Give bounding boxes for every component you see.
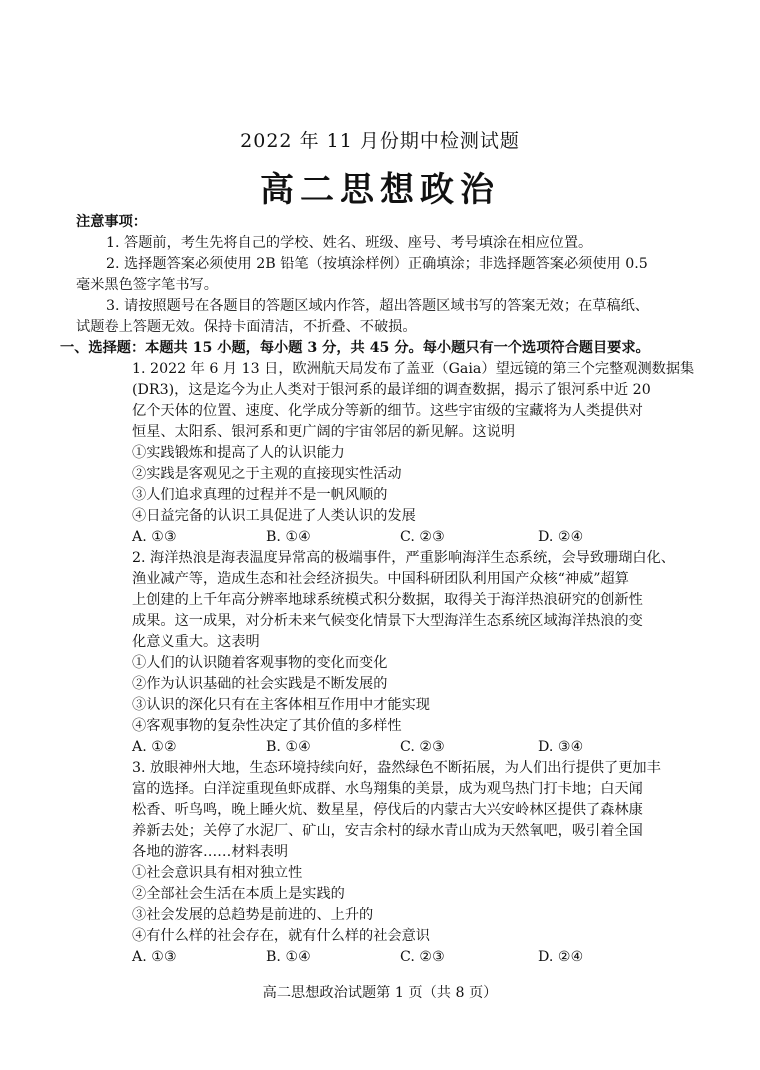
question-stem-line: 1. 2022 年 6 月 13 日，欧洲航天局发布了盖亚（Gaia）望远镜的第三个完整观测数据集 [132,361,695,377]
notice-line: 试题卷上答题无效。保持卡面清洁，不折叠、不破损。 [76,319,417,335]
question-stem-line: 松香、听鸟鸣，晚上睡火炕、数星星，停伐后的内蒙古大兴安岭林区提供了森林康 [132,802,643,818]
question-item: ④客观事物的复杂性决定了其价值的多样性 [132,718,402,734]
question-stem-line: 富的选择。白洋淀重现鱼虾成群、水鸟翔集的美景，成为观鸟热门打卡地；白天闻 [132,781,643,797]
question-stem-line: (DR3)，这是迄今为止人类对于银河系的最详细的调查数据，揭示了银河系中近 20 [132,382,651,398]
question-item: ③认识的深化只有在主客体相互作用中才能实现 [132,697,430,713]
question-item: ③社会发展的总趋势是前进的、上升的 [132,907,374,923]
question-stem-line: 亿个天体的位置、速度、化学成分等新的细节。这些宇宙级的宝藏将为人类提供对 [132,403,643,419]
question-stem-line: 渔业减产等，造成生态和社会经济损失。中国科研团队利用国产众核“神威”超算 [132,571,629,587]
option-d: D. ②④ [538,949,584,965]
question-stem-line: 2. 海洋热浪是海表温度异常高的极端事件，严重影响海洋生态系统，会导致珊瑚白化、 [132,550,675,566]
notice-line: 1. 答题前，考生先将自己的学校、姓名、班级、座号、考号填涂在相应位置。 [106,235,593,251]
question-stem-line: 成果。这一成果，对分析未来气候变化情景下大型海洋生态系统区域海洋热浪的变 [132,613,643,629]
notice-line: 毫米黑色签字笔书写。 [76,277,218,293]
question-item: ④有什么样的社会存在，就有什么样的社会意识 [132,928,430,944]
exam-subtitle: 2022 年 11 月份期中检测试题 [240,130,520,152]
option-a: A. ①② [132,739,177,755]
option-b: B. ①④ [266,739,311,755]
question-item: ①社会意识具有相对独立性 [132,865,303,881]
question-item: ①实践锻炼和提高了人的认识能力 [132,445,345,461]
question-stem-line: 上创建的上千年高分辨率地球系统模式积分数据，取得关于海洋热浪研究的创新性 [132,592,643,608]
page-footer: 高二思想政治试题第 1 页（共 8 页） [262,985,498,1001]
exam-title: 高二思想政治 [260,170,500,210]
question-item: ④日益完备的认识工具促进了人类认识的发展 [132,508,416,524]
option-c: C. ②③ [400,739,445,755]
question-item: ②全部社会生活在本质上是实践的 [132,886,345,902]
question-item: ③人们追求真理的过程并不是一帆风顺的 [132,487,388,503]
notice-line: 2. 选择题答案必须使用 2B 铅笔（按填涂样例）正确填涂；非选择题答案必须使用 0.5 [106,256,648,272]
question-item: ②实践是客观见之于主观的直接现实性活动 [132,466,402,482]
question-stem-line: 各地的游客……材料表明 [132,844,289,860]
option-c: C. ②③ [400,949,445,965]
option-c: C. ②③ [400,529,445,545]
option-b: B. ①④ [266,949,311,965]
option-a: A. ①③ [132,529,177,545]
question-stem-line: 化意义重大。这表明 [132,634,260,650]
option-d: D. ③④ [538,739,584,755]
notice-heading: 注意事项： [76,214,147,230]
section-heading: 一、选择题：本题共 15 小题，每小题 3 分，共 45 分。每小题只有一个选项符合题目要求。 [60,340,650,356]
question-item: ②作为认识基础的社会实践是不断发展的 [132,676,388,692]
notice-line: 3. 请按照题号在各题目的答题区域内作答，超出答题区域书写的答案无效；在草稿纸、 [106,298,649,314]
question-stem-line: 3. 放眼神州大地，生态环境持续向好，盎然绿色不断拓展，为人们出行提供了更加丰 [132,760,661,776]
question-item: ①人们的认识随着客观事物的变化而变化 [132,655,388,671]
option-b: B. ①④ [266,529,311,545]
option-d: D. ②④ [538,529,584,545]
question-stem-line: 养新去处；关停了水泥厂、矿山，安吉余村的绿水青山成为天然氧吧，吸引着全国 [132,823,643,839]
option-a: A. ①③ [132,949,177,965]
question-stem-line: 恒星、太阳系、银河系和更广阔的宇宙邻居的新见解。这说明 [132,424,516,440]
